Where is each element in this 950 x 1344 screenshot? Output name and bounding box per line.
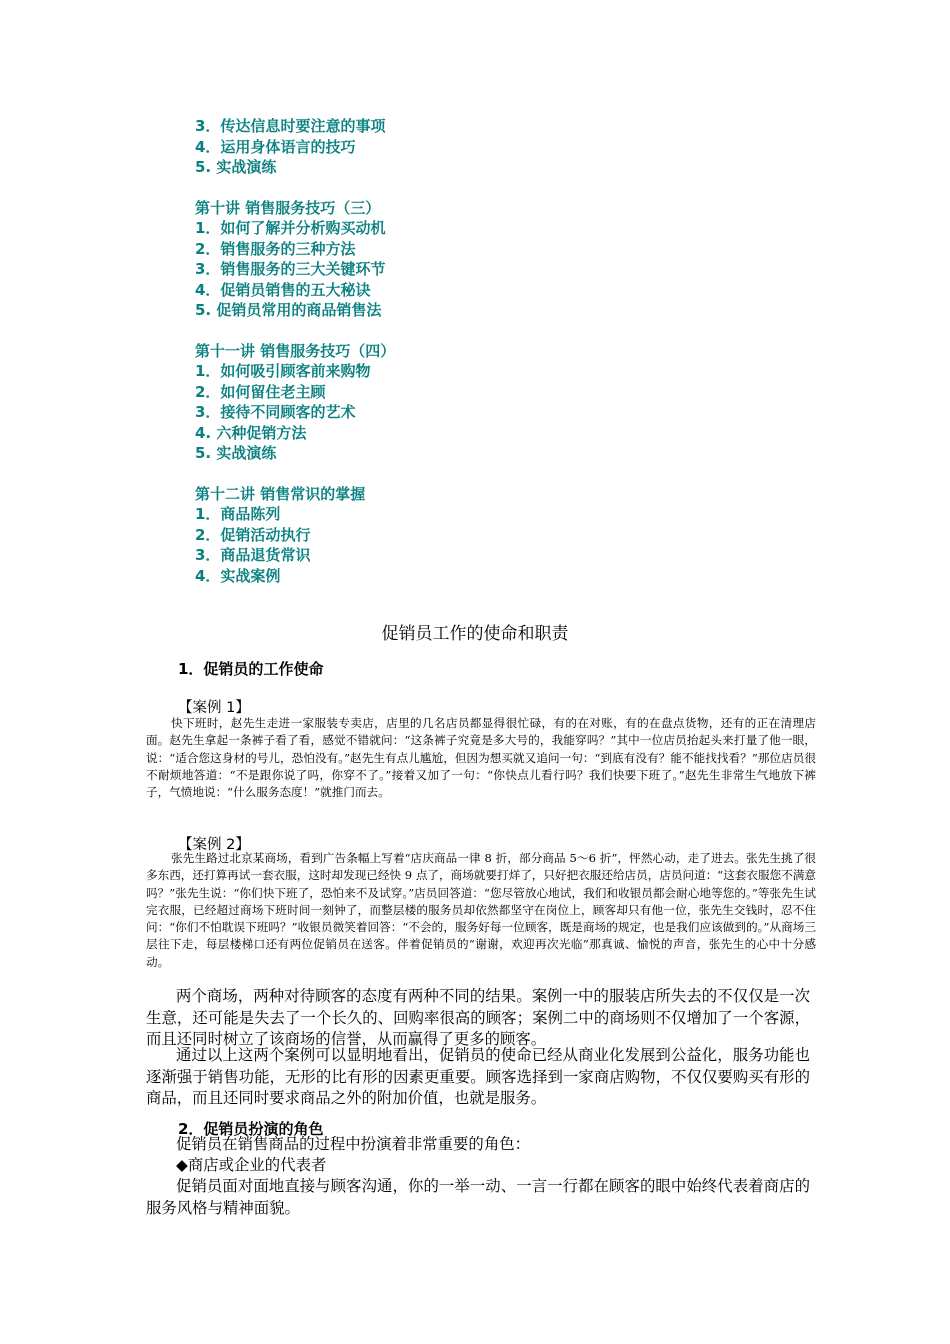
toc-chapter-heading: 第十一讲 销售服务技巧（四） — [195, 341, 396, 360]
toc-item: 2．销售服务的三种方法 — [195, 239, 356, 258]
toc-item: 5. 促销员常用的商品销售法 — [195, 301, 382, 319]
paragraph-mission: 通过以上这两个案例可以显明地看出，促销员的使命已经从商业化发展到公益化，服务功能也逐渐强于销售功能，无形的比有形的因素更重要。顾客选择到一家商店购物，不仅仅要购买有形的商品，而且还同时要求商品之外的附加价值，也就是服务。 — [146, 1046, 810, 1107]
paragraph-roles-intro: 促销员在销售商品的过程中扮演着非常重要的角色： — [176, 1135, 530, 1153]
paragraph-representative: 促销员面对面地直接与顾客沟通，你的一举一动、一言一行都在顾客的眼中始终代表着商店的服务风格与精神面貌。 — [146, 1177, 810, 1217]
table-of-contents — [195, 116, 795, 586]
toc-item: 4. 六种促销方法 — [195, 423, 307, 442]
heading-work-mission: 1．促销员的工作使命 — [178, 660, 324, 678]
toc-item: 1．如何吸引顾客前来购物 — [195, 362, 371, 380]
toc-item: 3．商品退货常识 — [195, 546, 311, 564]
toc-chapter-heading: 第十二讲 销售常识的掌握 — [195, 484, 366, 503]
toc-item: 2．促销活动执行 — [195, 525, 311, 544]
toc-item: 5. 实战演练 — [195, 444, 277, 462]
toc-item: 4．运用身体语言的技巧 — [195, 137, 356, 156]
toc-item: 2．如何留住老主顾 — [195, 382, 326, 401]
toc-item: 3．接待不同顾客的艺术 — [195, 403, 356, 421]
toc-item: 3．销售服务的三大关键环节 — [195, 260, 386, 278]
toc-item: 3．传达信息时要注意的事项 — [195, 117, 386, 135]
toc-spacer — [195, 178, 795, 198]
toc-chapter-heading: 第十讲 销售服务技巧（三） — [195, 198, 381, 217]
case-1-label: 【案例 1】 — [178, 700, 250, 716]
case-1-text: 快下班时，赵先生走进一家服装专卖店，店里的几名店员都显得很忙碌，有的在对账，有的在盘点货物，还有的正在清理店面。赵先生拿起一条裤子看了看，感觉不错就问：“这条裤子究竟是多大号的，我能穿吗？”其中一位店员抬起头来打量了他一眼，说：“适合您这身材的号儿，恐怕没有。”赵先生有点儿尴尬，但因为想买就又追问一句：“到底有没有？能不能找找看？”那位店员很不耐烦地答道：“不是跟你说了吗，你穿不了。”接着又加了一句：“你快点儿看行吗？我们快要下班了。”赵先生非常生气地放下裤子，气愤地说：“什么服务态度！”就推门而去。 — [146, 716, 816, 800]
toc-item: 4．实战案例 — [195, 566, 281, 585]
toc-spacer — [195, 464, 795, 484]
bullet-representative: ◆商店或企业的代表者 — [176, 1156, 327, 1174]
toc-spacer — [195, 321, 795, 341]
toc-item: 1．商品陈列 — [195, 505, 281, 523]
heading-roles: 2．促销员扮演的角色 — [178, 1120, 324, 1138]
section-title: 促销员工作的使命和职责 — [381, 624, 569, 644]
case-2-text: 张先生路过北京某商场，看到广告条幅上写着“店庆商品一律 8 折，部分商品 5～6 折”，怦然心动，走了进去。张先生挑了很多东西，还打算再试一套衣服，这时却发现已经快 9 点了，商场就要打烊了，只好把衣服还给店员，店员问道：“这套衣服您不满意吗？”张先生说：“你们快下班了，恐怕来不及试穿。”店员回答道：“您尽管放心地试，我们和收银员都会耐心地等您的。”等张先生试完衣服，已经超过商场下班时间一刻钟了，而整层楼的服务员却依然都坚守在岗位上，顾客却只有他一位，张先生交钱时，忍不住问：“你们不怕耽误下班吗？”收银员微笑着回答：“不会的，服务好每一位顾客，既是商场的规定，也是我们应该做到的。”从商场三层往下走，每层楼梯口还有两位促销员在送客。伴着促销员的“谢谢，欢迎再次光临”那真诚、愉悦的声音，张先生的心中十分感动。 — [146, 851, 816, 969]
case-2-label: 【案例 2】 — [178, 837, 250, 853]
toc-item: 1．如何了解并分析购买动机 — [195, 219, 386, 237]
toc-item: 4．促销员销售的五大秘诀 — [195, 280, 371, 299]
paragraph-comparison: 两个商场，两种对待顾客的态度有两种不同的结果。案例一中的服装店所失去的不仅仅是一次生意，还可能是失去了一个长久的、回购率很高的顾客；案例二中的商场则不仅增加了一个客源，而且还同时树立了该商场的信誉，从而赢得了更多的顾客。 — [146, 987, 810, 1048]
toc-item: 5. 实战演练 — [195, 158, 277, 176]
